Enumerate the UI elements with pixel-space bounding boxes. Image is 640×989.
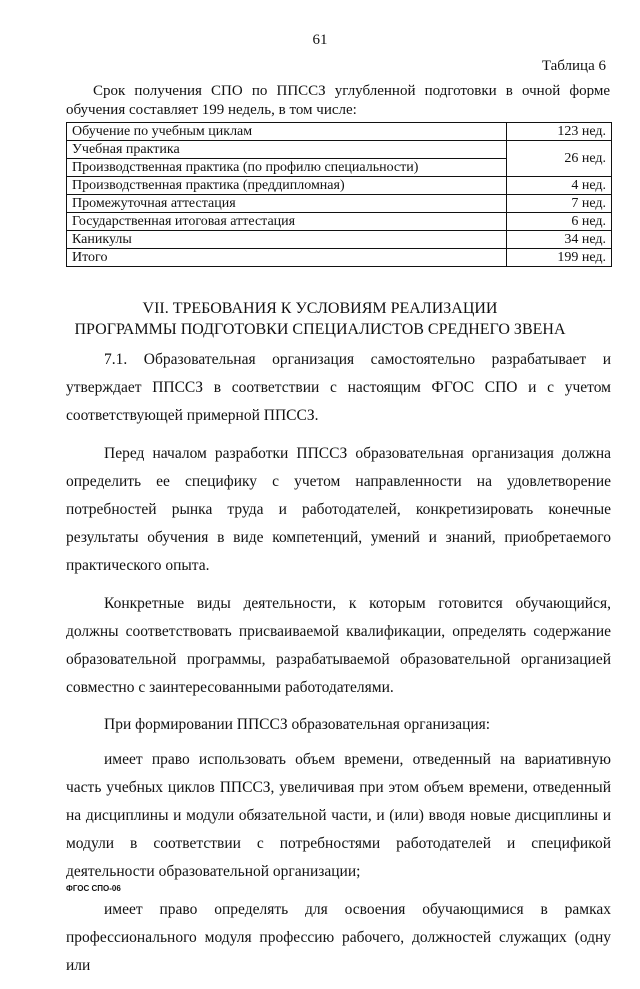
row-value: 199 нед. — [507, 249, 612, 267]
row-value: 26 нед. — [507, 141, 612, 177]
table-row — [67, 195, 612, 213]
duration-table — [66, 122, 612, 267]
row-value: 4 нед. — [507, 177, 612, 195]
table-row — [67, 177, 612, 195]
row-name: Итого — [67, 249, 507, 267]
row-name: Промежуточная аттестация — [67, 195, 507, 213]
paragraph: имеет право определять для освоения обучающимися в рамках профессионального модуля профессию рабочего, должностей служащих (одну или — [66, 900, 611, 975]
row-value: 7 нед. — [507, 195, 612, 213]
section-title-line-1: VII. ТРЕБОВАНИЯ К УСЛОВИЯМ РЕАЛИЗАЦИИ — [142, 300, 498, 317]
paragraph: Перед началом разработки ППССЗ образовательная организация должна определить ее специфику с учетом направленности на удовлетворение потребностей рынка труда и работодателей, конкретизировать конечные результаты обучения в виде компетенций, умений и знаний, приобретаемого практического опыта. — [66, 444, 611, 575]
section-title — [0, 298, 640, 340]
table-row — [67, 213, 612, 231]
table-row — [67, 249, 612, 267]
row-name: Производственная практика (преддипломная) — [67, 177, 507, 195]
intro-text — [66, 82, 610, 120]
table-row — [67, 231, 612, 249]
table-row — [67, 141, 612, 159]
row-name: Государственная итоговая аттестация — [67, 213, 507, 231]
paragraph: Конкретные виды деятельности, к которым готовится обучающийся, должны соответствовать присваиваемой квалификации, определять содержание образовательной программы, разрабатываемой образовательной организацией совместно с заинтересованными работодателями. — [66, 594, 611, 697]
footer-code: ФГОС СПО-06 — [66, 884, 121, 893]
paragraph: При формировании ППССЗ образовательная организация: — [104, 716, 491, 734]
row-value: 123 нед. — [507, 123, 612, 141]
paragraph: 7.1. Образовательная организация самостоятельно разрабатывает и утверждает ППССЗ в соответствии с настоящим ФГОС СПО и с учетом соответствующей примерной ППССЗ. — [66, 351, 611, 425]
row-name: Каникулы — [67, 231, 507, 249]
row-name: Производственная практика (по профилю специальности) — [67, 159, 507, 177]
row-value: 6 нед. — [507, 213, 612, 231]
page-number: 61 — [312, 32, 328, 48]
body-text — [66, 346, 611, 989]
table-row — [67, 123, 612, 141]
row-name: Учебная практика — [67, 141, 507, 159]
row-value: 34 нед. — [507, 231, 612, 249]
section-title-line-2: ПРОГРАММЫ ПОДГОТОВКИ СПЕЦИАЛИСТОВ СРЕДНЕГО ЗВЕНА — [74, 321, 566, 338]
table-caption: Таблица 6 — [541, 58, 606, 74]
row-name: Обучение по учебным циклам — [67, 123, 507, 141]
intro-paragraph: Срок получения СПО по ППССЗ углубленной подготовки в очной форме обучения составляет 199 недель, в том числе: — [66, 83, 610, 118]
paragraph: имеет право использовать объем времени, отведенный на вариативную часть учебных циклов ППССЗ, увеличивая при этом объем времени, отведенный на дисциплины и модули обязательной части, и (или) вводя новые дисциплины и модули в соответствии с потребностями работодателей и спецификой деятельности образовательной организации; — [66, 750, 611, 881]
